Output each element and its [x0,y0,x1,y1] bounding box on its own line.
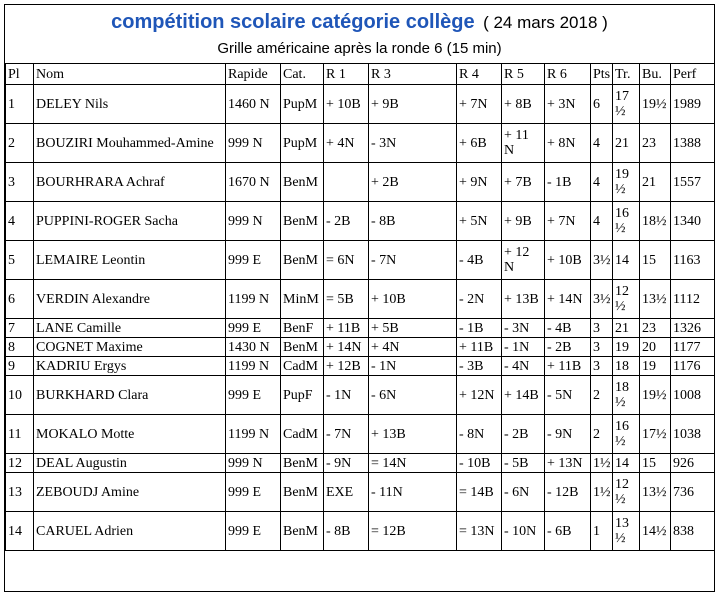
cell-cat: MinM [281,280,324,319]
table-row [6,454,715,473]
cell-r4: + 7N [457,85,502,124]
cell-perf: 1326 [671,319,715,338]
cell-r3: + 4N [369,338,457,357]
cell-perf: 1388 [671,124,715,163]
cell-bu: 21 [640,163,671,202]
competition-title: compétition scolaire catégorie collège [111,11,475,33]
cell-bu: 19½ [640,376,671,415]
cell-perf: 736 [671,473,715,512]
cell-nom: MOKALO Motte [34,415,226,454]
cell-pts: 3 [591,319,613,338]
cell-tr: 14 [613,454,640,473]
table-row [6,473,715,512]
cell-r4: - 4B [457,241,502,280]
cell-rapide: 999 E [226,512,281,551]
cell-r3: + 13B [369,415,457,454]
cell-nom: VERDIN Alexandre [34,280,226,319]
cell-r1: - 8B [324,512,369,551]
cell-r3: + 2B [369,163,457,202]
cell-r1: - 7N [324,415,369,454]
cell-cat: BenM [281,338,324,357]
cell-r6: + 14N [545,280,591,319]
cell-cat: BenM [281,512,324,551]
cell-nom: PUPPINI-ROGER Sacha [34,202,226,241]
cell-perf: 1176 [671,357,715,376]
cell-perf: 1340 [671,202,715,241]
cell-pl: 13 [6,473,34,512]
cell-r5: - 1N [502,338,545,357]
cell-r1: = 6N [324,241,369,280]
header-row [6,64,715,85]
cell-cat: BenM [281,163,324,202]
cell-perf: 1038 [671,415,715,454]
cell-r3: + 9B [369,85,457,124]
cell-cat: CadM [281,357,324,376]
cell-rapide: 999 E [226,376,281,415]
cell-r1: EXE [324,473,369,512]
table-row [6,124,715,163]
cell-tr: 16 ½ [613,202,640,241]
cell-r6: + 7N [545,202,591,241]
cell-r5: + 9B [502,202,545,241]
cell-nom: CARUEL Adrien [34,512,226,551]
col-header-cat: Cat. [281,64,324,85]
cell-perf: 1163 [671,241,715,280]
col-header-r4: R 4 [457,64,502,85]
table-row [6,163,715,202]
cell-r6: - 5N [545,376,591,415]
col-header-bu: Bu. [640,64,671,85]
cell-rapide: 1430 N [226,338,281,357]
cell-r1 [324,163,369,202]
cell-r5: - 3N [502,319,545,338]
table-row [6,85,715,124]
cell-perf: 1112 [671,280,715,319]
cell-nom: KADRIU Ergys [34,357,226,376]
cell-bu: 14½ [640,512,671,551]
cell-r6: - 6B [545,512,591,551]
cell-pl: 1 [6,85,34,124]
competition-subtitle: Grille américaine après la ronde 6 (15 min) [217,40,502,57]
competition-date: ( 24 mars 2018 ) [483,13,608,32]
cell-r6: - 12B [545,473,591,512]
cell-tr: 16 ½ [613,415,640,454]
cell-perf: 1989 [671,85,715,124]
col-header-perf: Perf [671,64,715,85]
cell-r4: + 11B [457,338,502,357]
cell-pts: 4 [591,202,613,241]
cell-r5: + 14B [502,376,545,415]
cell-r6: + 3N [545,85,591,124]
cell-nom: LEMAIRE Leontin [34,241,226,280]
cell-r6: - 2B [545,338,591,357]
cell-pts: 2 [591,376,613,415]
cell-pts: 1½ [591,454,613,473]
cell-r3: = 14N [369,454,457,473]
cell-r5: + 7B [502,163,545,202]
cell-r4: - 2N [457,280,502,319]
cell-pl: 11 [6,415,34,454]
standings-table [5,63,715,551]
table-row [6,280,715,319]
cell-r6: + 10B [545,241,591,280]
col-header-pts: Pts [591,64,613,85]
table-row [6,357,715,376]
cell-bu: 23 [640,319,671,338]
cell-perf: 926 [671,454,715,473]
cell-r3: + 10B [369,280,457,319]
col-header-pl: Pl [6,64,34,85]
cell-r4: - 10B [457,454,502,473]
cell-r5: + 12 N [502,241,545,280]
cell-r4: - 8N [457,415,502,454]
cell-r4: + 6B [457,124,502,163]
cell-bu: 20 [640,338,671,357]
col-header-nom: Nom [34,64,226,85]
cell-r1: - 9N [324,454,369,473]
cell-tr: 13 ½ [613,512,640,551]
cell-r6: + 13N [545,454,591,473]
cell-perf: 1177 [671,338,715,357]
cell-pts: 6 [591,85,613,124]
cell-r4: + 9N [457,163,502,202]
cell-bu: 18½ [640,202,671,241]
cell-pl: 3 [6,163,34,202]
cell-pl: 5 [6,241,34,280]
cell-r4: - 3B [457,357,502,376]
cell-r3: - 6N [369,376,457,415]
cell-r3: - 7N [369,241,457,280]
cell-bu: 17½ [640,415,671,454]
cell-r6: + 8N [545,124,591,163]
cell-r5: - 5B [502,454,545,473]
cell-pl: 2 [6,124,34,163]
cell-r5: - 10N [502,512,545,551]
cell-r4: + 5N [457,202,502,241]
cell-r5: + 13B [502,280,545,319]
cell-cat: BenM [281,202,324,241]
cell-pts: 4 [591,163,613,202]
cell-tr: 21 [613,319,640,338]
cell-r1: + 14N [324,338,369,357]
cell-pl: 14 [6,512,34,551]
cell-pl: 12 [6,454,34,473]
cell-r3: - 11N [369,473,457,512]
cell-tr: 12 ½ [613,280,640,319]
cell-rapide: 999 N [226,124,281,163]
cell-tr: 18 [613,357,640,376]
cell-bu: 13½ [640,473,671,512]
cell-r3: - 8B [369,202,457,241]
cell-tr: 21 [613,124,640,163]
cell-r1: + 4N [324,124,369,163]
cell-rapide: 1199 N [226,280,281,319]
cell-perf: 1557 [671,163,715,202]
cell-pts: 3½ [591,241,613,280]
cell-r6: - 1B [545,163,591,202]
cell-rapide: 1199 N [226,357,281,376]
cell-r5: - 2B [502,415,545,454]
title-line [5,11,714,34]
cell-pl: 9 [6,357,34,376]
cell-rapide: 1460 N [226,85,281,124]
cell-r6: - 4B [545,319,591,338]
cell-pl: 10 [6,376,34,415]
cell-nom: ZEBOUDJ Amine [34,473,226,512]
cell-tr: 19 [613,338,640,357]
cell-pts: 3 [591,357,613,376]
cell-nom: BOURHRARA Achraf [34,163,226,202]
cell-pts: 1 [591,512,613,551]
cell-rapide: 999 N [226,454,281,473]
cell-bu: 15 [640,241,671,280]
col-header-r5: R 5 [502,64,545,85]
cell-r1: - 2B [324,202,369,241]
cell-r1: + 12B [324,357,369,376]
cell-pts: 2 [591,415,613,454]
cell-nom: COGNET Maxime [34,338,226,357]
cell-tr: 17 ½ [613,85,640,124]
cell-r4: = 14B [457,473,502,512]
cell-cat: BenM [281,241,324,280]
table-row [6,241,715,280]
cell-cat: BenM [281,473,324,512]
cell-cat: PupM [281,124,324,163]
cell-r5: - 4N [502,357,545,376]
cell-pl: 7 [6,319,34,338]
cell-r3: - 1N [369,357,457,376]
col-header-r6: R 6 [545,64,591,85]
cell-pl: 6 [6,280,34,319]
cell-r4: - 1B [457,319,502,338]
cell-rapide: 1670 N [226,163,281,202]
cell-pts: 3½ [591,280,613,319]
cell-r3: + 5B [369,319,457,338]
col-header-tr: Tr. [613,64,640,85]
col-header-r3: R 3 [369,64,457,85]
cell-r3: - 3N [369,124,457,163]
cell-cat: CadM [281,415,324,454]
results-sheet [4,4,715,592]
cell-r5: + 11 N [502,124,545,163]
cell-bu: 19½ [640,85,671,124]
cell-tr: 19 ½ [613,163,640,202]
cell-r6: + 11B [545,357,591,376]
cell-tr: 12 ½ [613,473,640,512]
cell-nom: BURKHARD Clara [34,376,226,415]
cell-bu: 23 [640,124,671,163]
table-row [6,338,715,357]
cell-cat: BenM [281,454,324,473]
cell-r1: + 11B [324,319,369,338]
cell-r4: + 12N [457,376,502,415]
cell-tr: 14 [613,241,640,280]
cell-rapide: 1199 N [226,415,281,454]
cell-pts: 3 [591,338,613,357]
cell-r1: + 10B [324,85,369,124]
cell-cat: PupM [281,85,324,124]
cell-rapide: 999 E [226,241,281,280]
cell-nom: DEAL Augustin [34,454,226,473]
cell-pl: 8 [6,338,34,357]
cell-nom: DELEY Nils [34,85,226,124]
cell-rapide: 999 E [226,319,281,338]
cell-bu: 15 [640,454,671,473]
table-row [6,202,715,241]
cell-r4: = 13N [457,512,502,551]
cell-cat: PupF [281,376,324,415]
cell-pts: 4 [591,124,613,163]
cell-r5: + 8B [502,85,545,124]
cell-cat: BenF [281,319,324,338]
cell-bu: 13½ [640,280,671,319]
cell-r1: - 1N [324,376,369,415]
cell-rapide: 999 E [226,473,281,512]
cell-perf: 1008 [671,376,715,415]
cell-perf: 838 [671,512,715,551]
col-header-r1: R 1 [324,64,369,85]
table-row [6,512,715,551]
cell-pl: 4 [6,202,34,241]
cell-rapide: 999 N [226,202,281,241]
cell-nom: BOUZIRI Mouhammed-Amine [34,124,226,163]
cell-r3: = 12B [369,512,457,551]
cell-pts: 1½ [591,473,613,512]
table-row [6,376,715,415]
cell-bu: 19 [640,357,671,376]
cell-nom: LANE Camille [34,319,226,338]
table-row [6,415,715,454]
cell-r6: - 9N [545,415,591,454]
col-header-rapide: Rapide [226,64,281,85]
cell-r5: - 6N [502,473,545,512]
table-row [6,319,715,338]
cell-tr: 18 ½ [613,376,640,415]
cell-r1: = 5B [324,280,369,319]
